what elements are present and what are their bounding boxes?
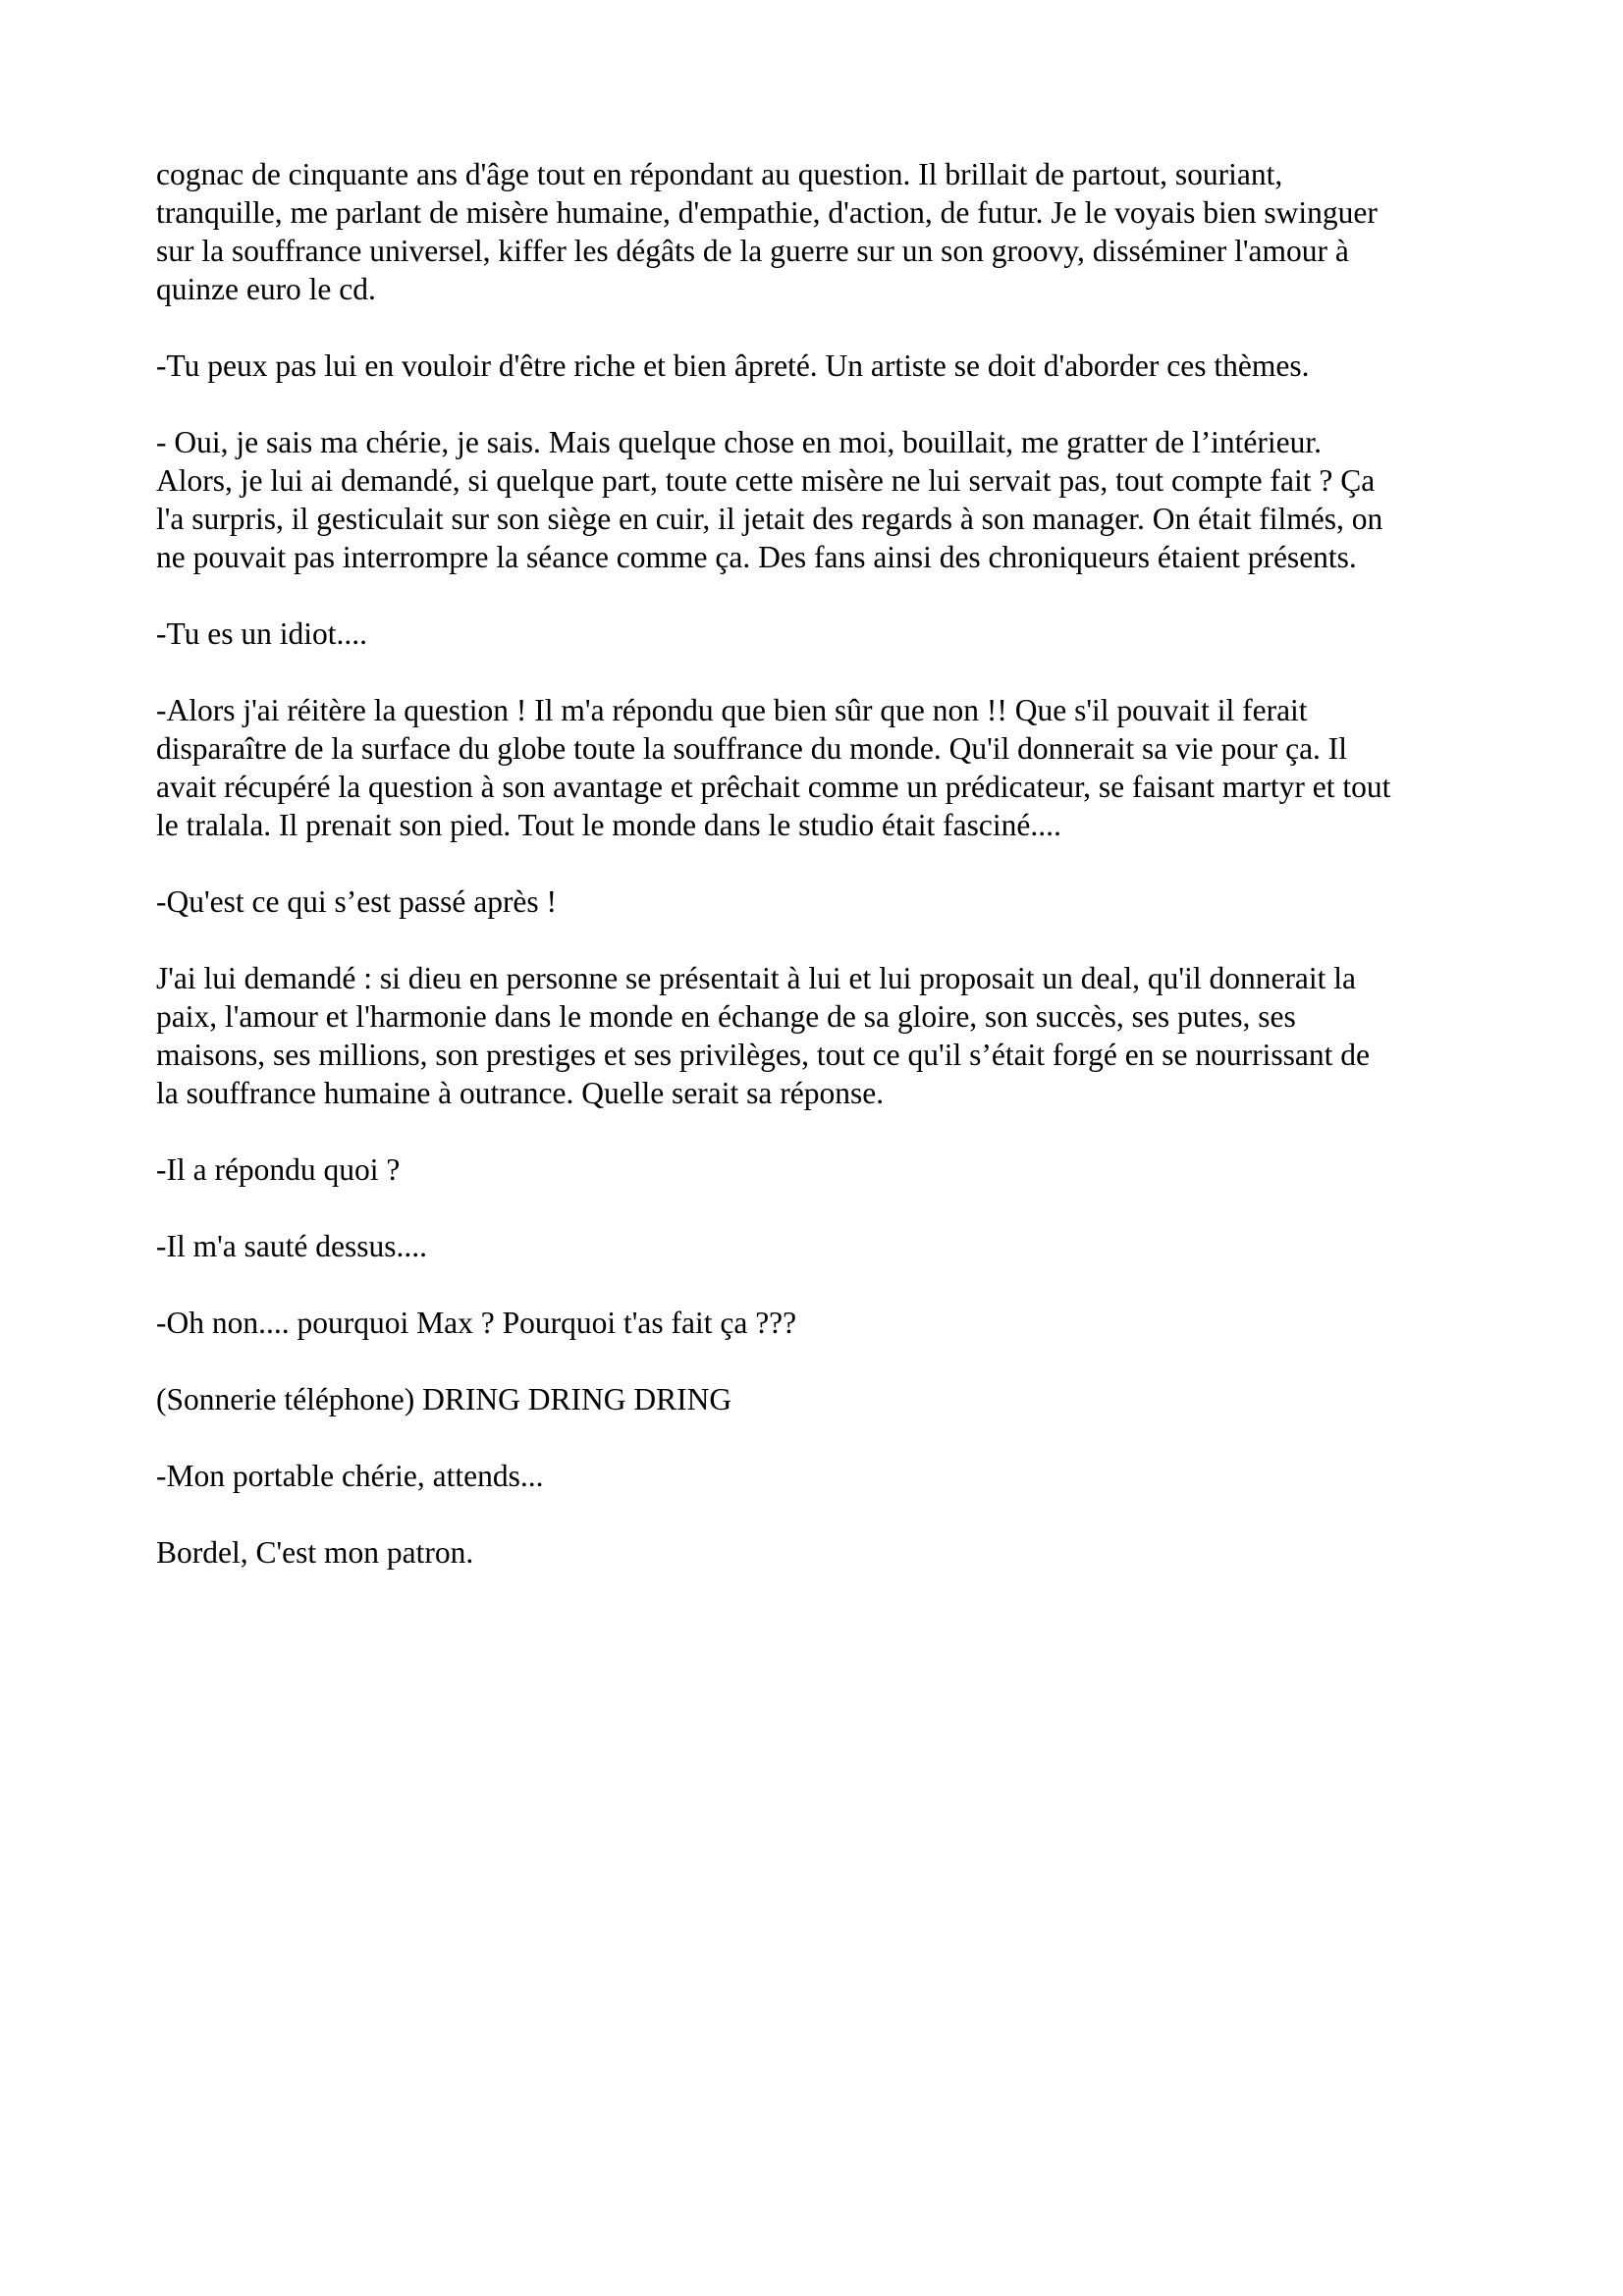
paragraph: -Il a répondu quoi ? bbox=[156, 1152, 401, 1187]
paragraph: Bordel, C'est mon patron. bbox=[156, 1535, 474, 1570]
paragraph: -Oh non.... pourquoi Max ? Pourquoi t'as fait ça ??? bbox=[156, 1306, 797, 1340]
paragraph: (Sonnerie téléphone) DRING DRING DRING bbox=[156, 1382, 732, 1416]
paragraph: - Oui, je sais ma chérie, je sais. Mais quelque chose en moi, bouillait, me gratter de l’intérieur. Alors, je lui ai demandé, si quelque part, toute cette misère ne lui servait pas, tout compte fait ? Ça l'a surpris, il gesticulait sur son siège en cuir, il jetait des regards à son manager. On était filmés, on ne pouvait pas interrompre la séance comme ça. Des fans ainsi des chroniqueurs étaient présents. bbox=[156, 425, 1383, 574]
paragraph: -Il m'a sauté dessus.... bbox=[156, 1229, 427, 1263]
paragraph: -Tu es un idiot.... bbox=[156, 616, 367, 651]
document-body bbox=[156, 155, 1477, 1610]
paragraph: -Tu peux pas lui en vouloir d'être riche et bien âpreté. Un artiste se doit d'aborder ces thèmes. bbox=[156, 348, 1310, 383]
paragraph: -Mon portable chérie, attends... bbox=[156, 1459, 544, 1493]
paragraph: J'ai lui demandé : si dieu en personne se présentait à lui et lui proposait un deal, qu'il donnerait la paix, l'amour et l'harmonie dans le monde en échange de sa gloire, son succès, ses putes, ses maisons, ses millions, son prestiges et ses privilèges, tout ce qu'il s’était forgé en se nourrissant de la souffrance humaine à outrance. Quelle serait sa réponse. bbox=[156, 961, 1371, 1110]
paragraph: -Qu'est ce qui s’est passé après ! bbox=[156, 884, 558, 919]
paragraph: cognac de cinquante ans d'âge tout en répondant au question. Il brillait de partout, souriant, tranquille, me parlant de misère humaine, d'empathie, d'action, de futur. Je le voyais bien swinguer sur la souffrance universel, kiffer les dégâts de la guerre sur un son groovy, disséminer l'amour à quinze euro le cd. bbox=[156, 157, 1378, 306]
paragraph: -Alors j'ai réitère la question ! Il m'a répondu que bien sûr que non !! Que s'il pouvait il ferait disparaître de la surface du globe toute la souffrance du monde. Qu'il donnerait sa vie pour ça. Il avait récupéré la question à son avantage et prêchait comme un prédicateur, se faisant martyr et tout le tralala. Il prenait son pied. Tout le monde dans le studio était fasciné.... bbox=[156, 693, 1391, 842]
